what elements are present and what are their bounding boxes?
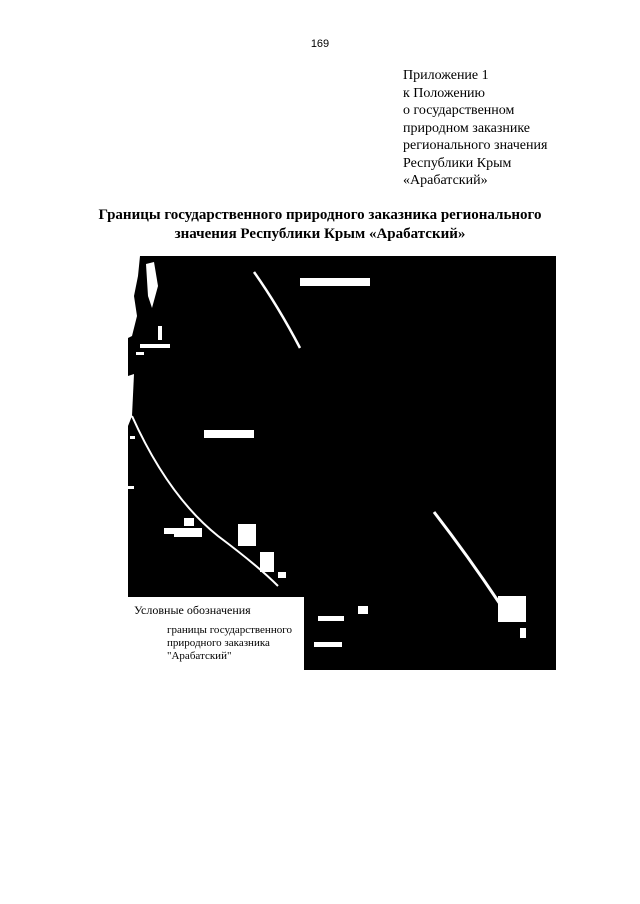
left-shoreline: [132, 416, 278, 586]
appendix-line: «Арабатский»: [403, 173, 488, 188]
reserve-map: [128, 256, 556, 670]
appendix-line: Приложение 1: [403, 68, 489, 83]
document-title: [60, 206, 580, 244]
appendix-line: регионального значения: [403, 138, 548, 153]
title-line-1: Границы государственного природного заказника регионального: [98, 207, 542, 223]
page-number: 169: [310, 38, 330, 50]
legend-title: Условные обозначения: [134, 603, 251, 617]
map-label-box: [204, 430, 254, 438]
appendix-line: о государственном: [403, 103, 515, 118]
appendix-line: природном заказнике: [403, 120, 531, 136]
map-label-box: [300, 278, 370, 286]
legend-item-line: границы государственного: [167, 624, 292, 636]
legend-item-reserve-boundary: [167, 624, 292, 663]
coastline-land: [128, 256, 526, 638]
legend-item-line: "Арабатский": [167, 650, 232, 662]
appendix-line: Республики Крым: [403, 155, 512, 171]
map-legend: [128, 596, 305, 670]
map-label-box: [314, 642, 342, 647]
arabat-spit-north: [254, 272, 300, 348]
legend-item-line: природного заказника: [167, 637, 270, 649]
appendix-line: к Положению: [403, 85, 486, 101]
arabat-spit-south: [434, 512, 500, 604]
map-label-box: [174, 532, 202, 537]
appendix-block: [403, 67, 603, 190]
title-line-2: значения Республики Крым «Арабатский»: [174, 226, 466, 242]
